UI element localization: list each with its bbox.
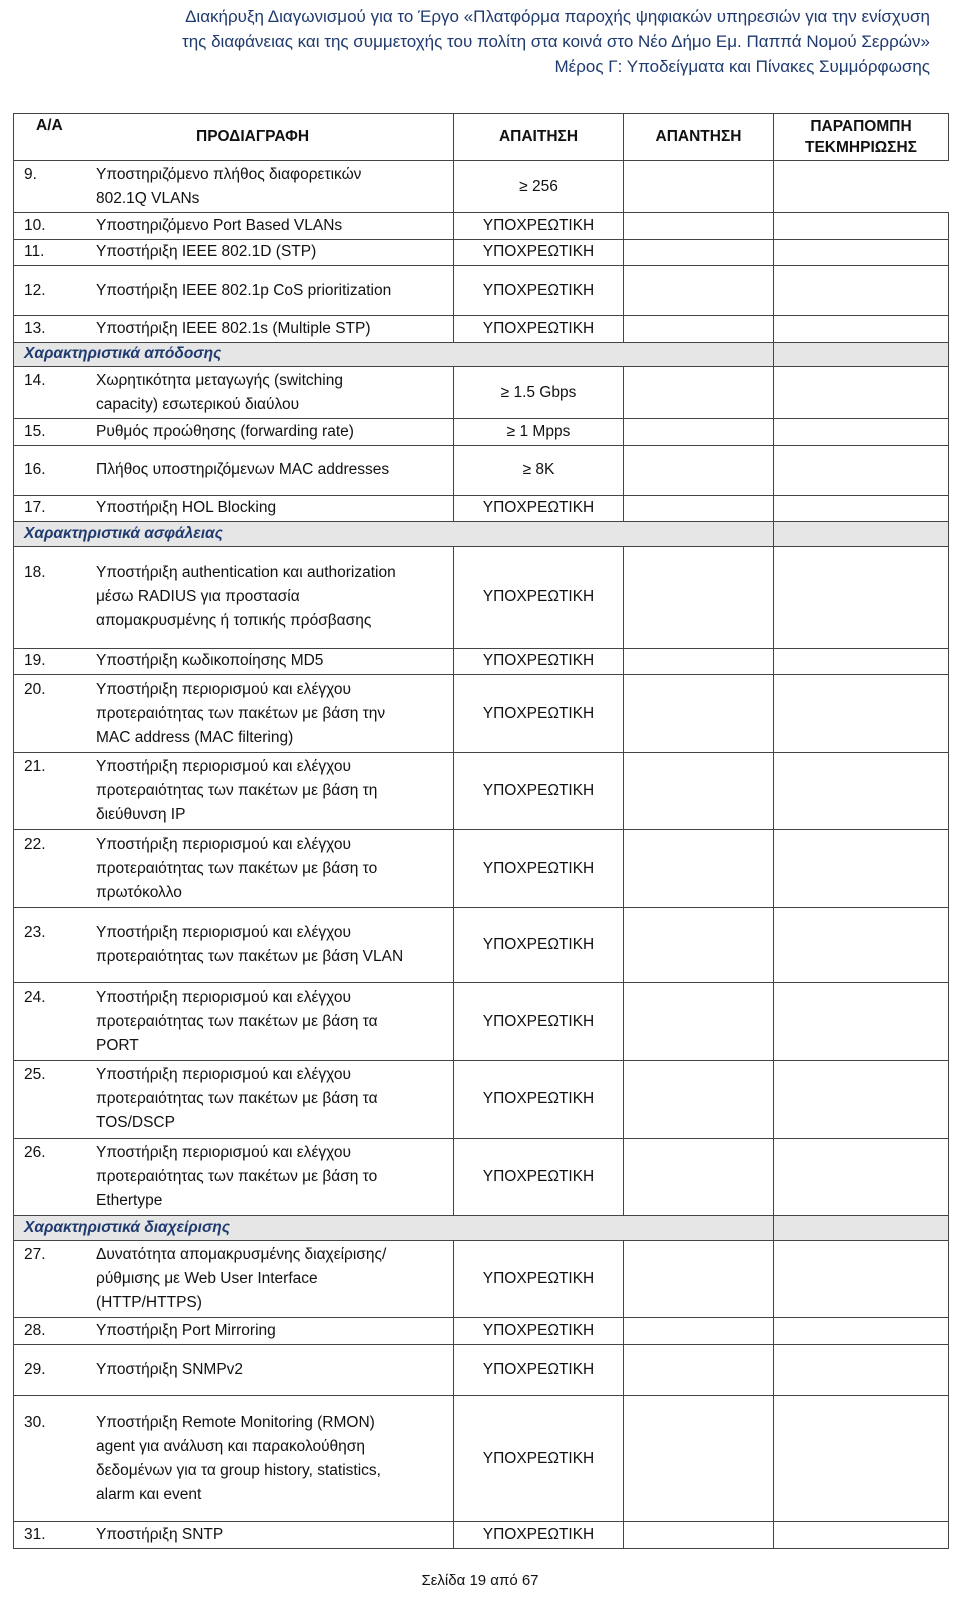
reference-cell: [774, 213, 949, 240]
requirement-cell: ΥΠΟΧΡΕΩΤΙΚΗ: [454, 648, 624, 675]
answer-cell: [624, 1344, 774, 1395]
row-number: 16.: [24, 461, 46, 479]
spec-text: Υποστήριξη περιορισμού και ελέγχου προτεραιότητας των πακέτων με βάση το Ethertype: [96, 1143, 378, 1209]
requirement-cell: ΥΠΟΧΡΕΩΤΙΚΗ: [454, 1522, 624, 1549]
row-number: 31.: [24, 1526, 46, 1544]
row-number: 23.: [24, 924, 46, 942]
requirement-cell: ΥΠΟΧΡΕΩΤΙΚΗ: [454, 1344, 624, 1395]
row-number: 24.: [24, 988, 46, 1006]
reference-cell: [774, 908, 949, 983]
spec-text: Υποστήριξη περιορισμού και ελέγχου προτεραιότητας των πακέτων με βάση τα PORT: [96, 988, 378, 1054]
row-number: 19.: [24, 652, 46, 670]
requirement-cell: ΥΠΟΧΡΕΩΤΙΚΗ: [454, 239, 624, 266]
answer-cell: [624, 495, 774, 522]
table-row: [14, 367, 949, 419]
spec-cell: [14, 495, 454, 522]
table-row: [14, 1344, 949, 1395]
spec-text: Υποστήριξη IEEE 802.1s (Multiple STP): [96, 319, 371, 337]
header-line-3: Μέρος Γ: Υποδείγματα και Πίνακες Συμμόρφωσης: [554, 57, 930, 76]
reference-cell: [774, 1240, 949, 1318]
reference-cell: [774, 830, 949, 908]
spec-text: Υποστήριξη Port Mirroring: [96, 1321, 276, 1339]
spec-cell: [14, 239, 454, 266]
requirement-cell: ΥΠΟΧΡΕΩΤΙΚΗ: [454, 316, 624, 343]
spec-cell: [14, 316, 454, 343]
table-row: [14, 495, 949, 522]
table-row: [14, 1318, 949, 1345]
row-number: 10.: [24, 216, 46, 234]
answer-cell: [624, 1240, 774, 1318]
spec-text: Υποστηριζόμενο πλήθος διαφορετικών 802.1Q VLANs: [96, 165, 362, 207]
spec-cell: [14, 445, 454, 495]
spec-text: Υποστήριξη HOL Blocking: [96, 499, 277, 517]
answer-cell: [624, 648, 774, 675]
col-header-req: ΑΠΑΙΤΗΣΗ: [454, 114, 624, 161]
row-number: 20.: [24, 680, 46, 698]
section-row: [14, 522, 949, 546]
answer-cell: [624, 161, 774, 213]
spec-cell: [14, 1522, 454, 1549]
table-row: [14, 675, 949, 753]
requirement-cell: ΥΠΟΧΡΕΩΤΙΚΗ: [454, 213, 624, 240]
spec-text: Υποστήριξη κωδικοποίησης MD5: [96, 652, 324, 670]
requirement-cell: ΥΠΟΧΡΕΩΤΙΚΗ: [454, 908, 624, 983]
row-number: 12.: [24, 281, 46, 299]
table-row: [14, 983, 949, 1061]
table-row: [14, 419, 949, 446]
reference-cell: [774, 1522, 949, 1549]
spec-cell: [14, 1061, 454, 1139]
row-number: 13.: [24, 319, 46, 337]
reference-cell: [774, 1061, 949, 1139]
section-title: Χαρακτηριστικά ασφάλειας: [14, 522, 774, 546]
answer-cell: [624, 546, 774, 648]
table-row: [14, 266, 949, 316]
table-body: [14, 161, 949, 1549]
spec-text: Πλήθος υποστηριζόμενων MAC addresses: [96, 461, 390, 479]
section-title: Χαρακτηριστικά απόδοσης: [14, 342, 774, 366]
requirement-cell: ΥΠΟΧΡΕΩΤΙΚΗ: [454, 675, 624, 753]
table-row: [14, 648, 949, 675]
row-number: 28.: [24, 1321, 46, 1339]
row-number: 15.: [24, 422, 46, 440]
answer-cell: [624, 908, 774, 983]
table-row: [14, 830, 949, 908]
answer-cell: [624, 419, 774, 446]
row-number: 30.: [24, 1413, 46, 1431]
requirement-cell: ΥΠΟΧΡΕΩΤΙΚΗ: [454, 495, 624, 522]
spec-text: Υποστήριξη SNMPv2: [96, 1360, 244, 1378]
spec-text: Υποστήριξη περιορισμού και ελέγχου προτεραιότητας των πακέτων με βάση τα TOS/DSCP: [96, 1066, 378, 1132]
requirement-cell: ≥ 1.5 Gbps: [454, 367, 624, 419]
spec-cell: [14, 675, 454, 753]
reference-cell: [774, 239, 949, 266]
reference-cell: [774, 546, 949, 648]
table-row: [14, 1240, 949, 1318]
spec-cell: [14, 266, 454, 316]
table-row: [14, 239, 949, 266]
section-row: [14, 342, 949, 366]
spec-cell: [14, 419, 454, 446]
answer-cell: [624, 1318, 774, 1345]
spec-cell: [14, 830, 454, 908]
table-row: [14, 1061, 949, 1139]
spec-cell: [14, 546, 454, 648]
row-number: 26.: [24, 1143, 46, 1161]
answer-cell: [624, 830, 774, 908]
reference-cell: [774, 316, 949, 343]
table-row: [14, 213, 949, 240]
answer-cell: [624, 675, 774, 753]
table-row: [14, 1138, 949, 1216]
requirement-cell: ΥΠΟΧΡΕΩΤΙΚΗ: [454, 1395, 624, 1521]
section-row: [14, 1216, 949, 1240]
reference-cell: [774, 445, 949, 495]
spec-text: Υποστήριξη Remote Monitoring (RMON) agent για ανάλυση και παρακολούθηση δεδομένων για τα group history, statistics, alarm και event: [96, 1413, 381, 1503]
row-number: 22.: [24, 835, 46, 853]
table-row: [14, 161, 949, 213]
spec-text: Υποστήριξη περιορισμού και ελέγχου προτεραιότητας των πακέτων με βάση VLAN: [96, 924, 404, 966]
requirement-cell: ≥ 1 Mpps: [454, 419, 624, 446]
row-number: 14.: [24, 371, 46, 389]
reference-cell: [774, 983, 949, 1061]
answer-cell: [624, 213, 774, 240]
spec-text: Υποστήριξη SNTP: [96, 1526, 224, 1544]
col-header-ans: ΑΠΑΝΤΗΣΗ: [624, 114, 774, 161]
header-line-1: Διακήρυξη Διαγωνισμού για το Έργο «Πλατφόρμα παροχής ψηφιακών υπηρεσιών για την ενίσχυση: [185, 7, 930, 26]
spec-cell: [14, 908, 454, 983]
spec-text: Ρυθμός προώθησης (forwarding rate): [96, 422, 354, 440]
answer-cell: [624, 445, 774, 495]
spec-cell: [14, 161, 454, 213]
table-row: [14, 1395, 949, 1521]
spec-cell: [14, 1138, 454, 1216]
document-header: [182, 4, 930, 79]
requirement-cell: ΥΠΟΧΡΕΩΤΙΚΗ: [454, 983, 624, 1061]
answer-cell: [624, 1138, 774, 1216]
requirement-cell: ΥΠΟΧΡΕΩΤΙΚΗ: [454, 1138, 624, 1216]
answer-cell: [624, 239, 774, 266]
spec-text: Υποστήριξη περιορισμού και ελέγχου προτεραιότητας των πακέτων με βάση το πρωτόκολλο: [96, 835, 378, 901]
col-header-ref: ΠΑΡΑΠΟΜΠΗ ΤΕΚΜΗΡΙΩΣΗΣ: [774, 114, 949, 161]
spec-cell: [14, 648, 454, 675]
reference-cell: [774, 752, 949, 830]
table-header-row: [14, 114, 949, 161]
reference-cell: [774, 675, 949, 753]
requirement-cell: ≥ 256: [454, 161, 624, 213]
reference-cell: [774, 342, 949, 366]
col-header-spec-label: ΠΡΟΔΙΑΓΡΑΦΗ: [196, 128, 310, 145]
reference-cell: [774, 495, 949, 522]
reference-cell: [774, 648, 949, 675]
table-row: [14, 316, 949, 343]
answer-cell: [624, 1061, 774, 1139]
answer-cell: [624, 983, 774, 1061]
spec-text: Υποστήριξη περιορισμού και ελέγχου προτεραιότητας των πακέτων με βάση τη διεύθυνση IP: [96, 758, 378, 824]
table-row: [14, 908, 949, 983]
spec-cell: [14, 367, 454, 419]
row-number: 21.: [24, 758, 46, 776]
answer-cell: [624, 1395, 774, 1521]
reference-cell: [774, 266, 949, 316]
reference-cell: [774, 1395, 949, 1521]
table-row: [14, 752, 949, 830]
reference-cell: [774, 419, 949, 446]
compliance-table: [13, 113, 949, 1549]
reference-cell: [774, 1138, 949, 1216]
row-number: 17.: [24, 499, 46, 517]
spec-text: Υποστηριζόμενο Port Based VLANs: [96, 216, 343, 234]
spec-cell: [14, 213, 454, 240]
row-number: 25.: [24, 1066, 46, 1084]
answer-cell: [624, 752, 774, 830]
reference-cell: [774, 1318, 949, 1345]
requirement-cell: ΥΠΟΧΡΕΩΤΙΚΗ: [454, 752, 624, 830]
requirement-cell: ΥΠΟΧΡΕΩΤΙΚΗ: [454, 830, 624, 908]
spec-text: Υποστήριξη περιορισμού και ελέγχου προτεραιότητας των πακέτων με βάση την MAC address (MAC filtering): [96, 680, 386, 746]
reference-cell: [774, 1344, 949, 1395]
answer-cell: [624, 1522, 774, 1549]
row-number: 18.: [24, 564, 46, 582]
requirement-cell: ΥΠΟΧΡΕΩΤΙΚΗ: [454, 1240, 624, 1318]
table-row: [14, 445, 949, 495]
spec-cell: [14, 1240, 454, 1318]
spec-text: Υποστήριξη IEEE 802.1p CoS prioritization: [96, 281, 392, 299]
spec-cell: [14, 752, 454, 830]
spec-text: Υποστήριξη IEEE 802.1D (STP): [96, 243, 317, 261]
page-number: Σελίδα 19 από 67: [421, 1572, 539, 1589]
section-title: Χαρακτηριστικά διαχείρισης: [14, 1216, 774, 1240]
requirement-cell: ΥΠΟΧΡΕΩΤΙΚΗ: [454, 1061, 624, 1139]
reference-cell: [774, 367, 949, 419]
spec-cell: [14, 983, 454, 1061]
table-row: [14, 1522, 949, 1549]
spec-text: Χωρητικότητα μεταγωγής (switching capacity) εσωτερικού διαύλου: [96, 371, 343, 413]
requirement-cell: ΥΠΟΧΡΕΩΤΙΚΗ: [454, 266, 624, 316]
spec-text: Υποστήριξη authentication και authorization μέσω RADIUS για προστασία απομακρυσμένης ή τοπικής πρόσβασης: [96, 564, 396, 630]
answer-cell: [624, 266, 774, 316]
requirement-cell: ≥ 8K: [454, 445, 624, 495]
col-header-spec: [14, 114, 454, 161]
spec-cell: [14, 1318, 454, 1345]
header-line-2: της διαφάνειας και της συμμετοχής του πολίτη στα κοινά στο Νέο Δήμο Εμ. Παππά Νομού Σερρών»: [182, 32, 930, 51]
col-header-aa: Α/Α: [36, 117, 63, 134]
reference-cell: [774, 1216, 949, 1240]
answer-cell: [624, 367, 774, 419]
row-number: 27.: [24, 1245, 46, 1263]
spec-cell: [14, 1395, 454, 1521]
spec-text: Δυνατότητα απομακρυσμένης διαχείρισης/ρύθμισης με Web User Interface (HTTP/HTTPS): [96, 1245, 387, 1311]
spec-cell: [14, 1344, 454, 1395]
row-number: 9.: [24, 165, 37, 183]
requirement-cell: ΥΠΟΧΡΕΩΤΙΚΗ: [454, 546, 624, 648]
table-row: [14, 546, 949, 648]
answer-cell: [624, 316, 774, 343]
row-number: 29.: [24, 1360, 46, 1378]
row-number: 11.: [24, 243, 45, 261]
requirement-cell: ΥΠΟΧΡΕΩΤΙΚΗ: [454, 1318, 624, 1345]
reference-cell: [774, 522, 949, 546]
